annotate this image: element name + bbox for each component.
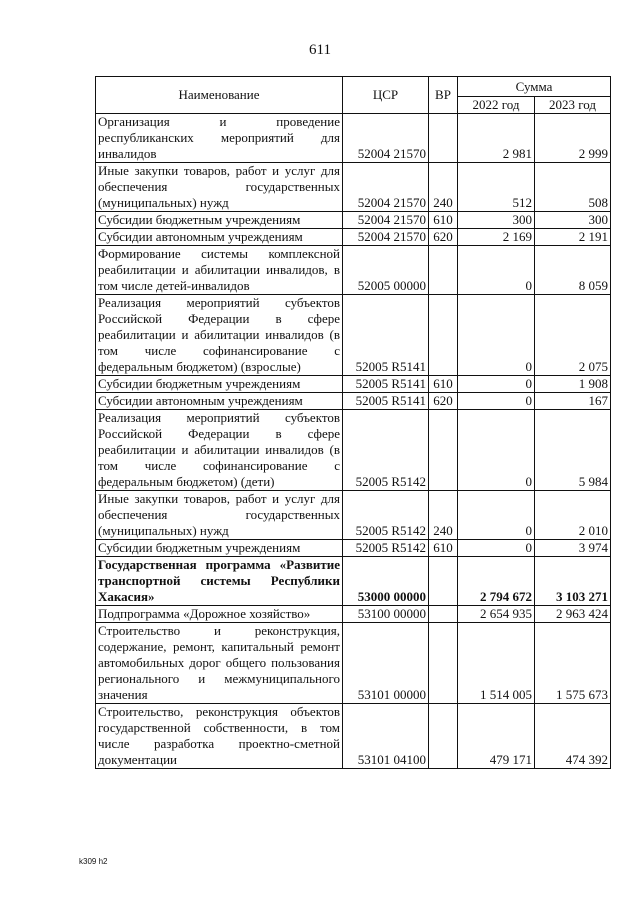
row-vr [429, 410, 458, 491]
row-amount-2023: 2 075 [535, 295, 611, 376]
row-amount-2023: 3 974 [535, 540, 611, 557]
table-row [96, 246, 611, 295]
row-csr: 53000 00000 [343, 557, 429, 606]
row-vr [429, 295, 458, 376]
row-amount-2023: 5 984 [535, 410, 611, 491]
row-name: Субсидии бюджетным учреждениям [96, 540, 343, 557]
row-csr: 52005 R5141 [343, 376, 429, 393]
header-name: Наименование [96, 77, 343, 114]
row-name: Строительство и реконструкция, содержание, ремонт, капитальный ремонт автомобильных дорог общего пользования регионального и межмуниципального значения [96, 623, 343, 704]
row-name: Формирование системы комплексной реабилитации и абилитации инвалидов, в том числе детей-инвалидов [96, 246, 343, 295]
row-amount-2022: 2 169 [458, 229, 535, 246]
table-row [96, 295, 611, 376]
row-name: Реализация мероприятий субъектов Российской Федерации в сфере реабилитации и абилитации инвалидов (в том числе софинансирование с федеральным бюджетом) (взрослые) [96, 295, 343, 376]
header-year-2023: 2023 год [535, 97, 611, 114]
row-name: Строительство, реконструкция объектов государственной собственности, в том числе разработка проектно-сметной документации [96, 704, 343, 769]
row-vr: 240 [429, 491, 458, 540]
row-name: Государственная программа «Развитие транспортной системы Республики Хакасия» [96, 557, 343, 606]
footer-code: k309 h2 [79, 857, 108, 866]
row-vr [429, 114, 458, 163]
table-row [96, 376, 611, 393]
row-csr: 52005 R5142 [343, 491, 429, 540]
row-csr: 53101 00000 [343, 623, 429, 704]
row-amount-2023: 474 392 [535, 704, 611, 769]
row-csr: 52005 00000 [343, 246, 429, 295]
row-amount-2023: 2 999 [535, 114, 611, 163]
table-row [96, 704, 611, 769]
header-csr: ЦСР [343, 77, 429, 114]
row-name: Организация и проведение республиканских мероприятий для инвалидов [96, 114, 343, 163]
row-name: Субсидии автономным учреждениям [96, 229, 343, 246]
row-vr [429, 606, 458, 623]
row-amount-2023: 1 908 [535, 376, 611, 393]
row-amount-2022: 1 514 005 [458, 623, 535, 704]
row-amount-2023: 1 575 673 [535, 623, 611, 704]
row-amount-2022: 0 [458, 295, 535, 376]
row-vr [429, 557, 458, 606]
row-amount-2023: 508 [535, 163, 611, 212]
row-name: Реализация мероприятий субъектов Российской Федерации в сфере реабилитации и абилитации инвалидов (в том числе софинансирование с федеральным бюджетом) (дети) [96, 410, 343, 491]
table-header [96, 77, 611, 114]
row-vr: 610 [429, 376, 458, 393]
row-vr: 610 [429, 540, 458, 557]
page-number: 611 [309, 42, 331, 58]
row-amount-2022: 0 [458, 246, 535, 295]
header-vr: ВР [429, 77, 458, 114]
row-amount-2022: 0 [458, 491, 535, 540]
row-csr: 52004 21570 [343, 212, 429, 229]
table-row [96, 163, 611, 212]
table-row [96, 410, 611, 491]
row-amount-2022: 479 171 [458, 704, 535, 769]
header-year-2022: 2022 год [458, 97, 535, 114]
budget-table [95, 76, 611, 769]
table-row [96, 114, 611, 163]
row-amount-2022: 2 654 935 [458, 606, 535, 623]
row-csr: 53100 00000 [343, 606, 429, 623]
row-amount-2023: 2 191 [535, 229, 611, 246]
row-amount-2023: 300 [535, 212, 611, 229]
row-vr: 620 [429, 393, 458, 410]
row-amount-2023: 8 059 [535, 246, 611, 295]
header-sum: Сумма [458, 77, 611, 97]
row-name: Иные закупки товаров, работ и услуг для обеспечения государственных (муниципальных) нужд [96, 163, 343, 212]
row-csr: 53101 04100 [343, 704, 429, 769]
row-name: Субсидии автономным учреждениям [96, 393, 343, 410]
row-csr: 52004 21570 [343, 163, 429, 212]
row-amount-2023: 2 010 [535, 491, 611, 540]
row-vr: 240 [429, 163, 458, 212]
row-amount-2022: 2 981 [458, 114, 535, 163]
row-amount-2022: 300 [458, 212, 535, 229]
table-row [96, 491, 611, 540]
row-amount-2022: 0 [458, 393, 535, 410]
row-csr: 52004 21570 [343, 114, 429, 163]
row-name: Субсидии бюджетным учреждениям [96, 376, 343, 393]
row-vr [429, 246, 458, 295]
row-name: Подпрограмма «Дорожное хозяйство» [96, 606, 343, 623]
table-row [96, 557, 611, 606]
row-csr: 52004 21570 [343, 229, 429, 246]
row-vr [429, 704, 458, 769]
row-amount-2022: 0 [458, 410, 535, 491]
row-amount-2022: 0 [458, 540, 535, 557]
row-amount-2023: 167 [535, 393, 611, 410]
row-vr: 610 [429, 212, 458, 229]
table-row [96, 229, 611, 246]
row-csr: 52005 R5142 [343, 410, 429, 491]
table-row [96, 212, 611, 229]
row-name: Иные закупки товаров, работ и услуг для обеспечения государственных (муниципальных) нужд [96, 491, 343, 540]
row-amount-2022: 512 [458, 163, 535, 212]
row-amount-2023: 3 103 271 [535, 557, 611, 606]
row-amount-2022: 0 [458, 376, 535, 393]
row-csr: 52005 R5141 [343, 393, 429, 410]
row-vr: 620 [429, 229, 458, 246]
row-vr [429, 623, 458, 704]
row-csr: 52005 R5141 [343, 295, 429, 376]
table-body [96, 114, 611, 769]
table-row [96, 606, 611, 623]
row-name: Субсидии бюджетным учреждениям [96, 212, 343, 229]
row-amount-2022: 2 794 672 [458, 557, 535, 606]
row-csr: 52005 R5142 [343, 540, 429, 557]
row-amount-2023: 2 963 424 [535, 606, 611, 623]
table-row [96, 540, 611, 557]
table-row [96, 393, 611, 410]
table-row [96, 623, 611, 704]
